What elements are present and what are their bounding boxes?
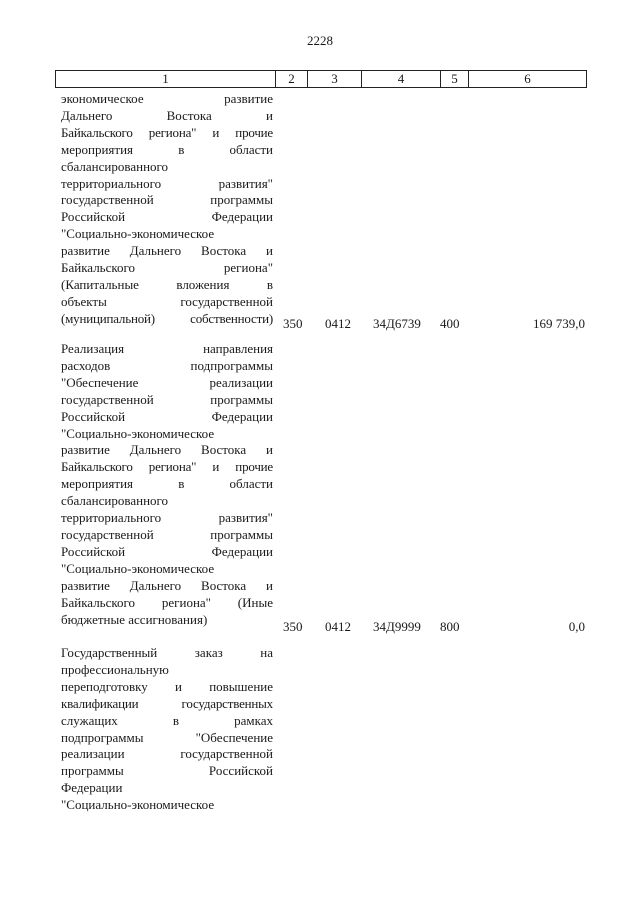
header-col-4: 4: [362, 71, 441, 87]
header-col-1: 1: [56, 71, 276, 87]
desc-line: государственной программы: [61, 526, 273, 542]
desc-line: "Социально-экономическое: [61, 425, 215, 441]
desc-line: реализации государственной: [61, 746, 273, 762]
desc-line: Байкальского региона" и прочие: [61, 459, 273, 475]
desc-line: профессиональную: [61, 661, 169, 677]
row-3-description: [61, 645, 273, 814]
desc-line: "Социально-экономическое: [61, 560, 215, 576]
desc-line: бюджетные ассигнования): [61, 611, 208, 627]
desc-line: "Обеспечение реализации: [61, 374, 273, 390]
desc-line: развитие Дальнего Востока и: [61, 442, 273, 458]
desc-line: территориального развития": [61, 510, 273, 526]
desc-line: Федерации: [61, 780, 123, 796]
row-1-col-4: 34Д6739: [373, 316, 421, 331]
header-col-6: 6: [524, 71, 531, 86]
desc-line: Российской Федерации: [61, 543, 273, 559]
desc-line: Государственный заказ на: [61, 645, 273, 660]
desc-line: "Социально-экономическое: [61, 797, 215, 813]
desc-line: "Социально-экономическое: [61, 226, 215, 242]
desc-line: государственной программы: [61, 391, 273, 407]
row-1-description: [61, 91, 273, 328]
row-2-col-5: 800: [440, 619, 460, 634]
desc-line: служащих в рамках: [61, 712, 273, 728]
header-col-5: 5: [441, 71, 469, 87]
row-2-col-3: 0412: [325, 619, 351, 634]
desc-line: подпрограммы "Обеспечение: [61, 729, 273, 745]
row-2-col-6: 0,0: [568, 619, 585, 634]
row-1-col-2: 350: [283, 316, 303, 331]
desc-line: государственной программы: [61, 192, 273, 208]
header-col-3: 3: [308, 71, 362, 87]
desc-line: (Капитальные вложения в: [61, 276, 273, 292]
desc-line: развитие Дальнего Востока и: [61, 577, 273, 593]
row-2-col-2: 350: [283, 619, 303, 634]
desc-line: Байкальского региона" (Иные: [61, 594, 273, 610]
row-1-col-6: 169 739,0: [533, 316, 585, 331]
row-2-col-4: 34Д9999: [373, 619, 421, 634]
page-number: 2228: [307, 33, 333, 48]
desc-line: сбалансированного: [61, 493, 169, 509]
row-1-col-5: 400: [440, 316, 460, 331]
desc-line: объекты государственной: [61, 293, 273, 309]
desc-line: Российской Федерации: [61, 209, 273, 225]
desc-line: мероприятия в области: [61, 476, 273, 492]
desc-line: территориального развития": [61, 175, 273, 191]
desc-line: Дальнего Востока и: [61, 107, 273, 123]
desc-line: квалификации государственных: [61, 695, 273, 711]
desc-line: экономическое развитие: [61, 91, 273, 106]
desc-line: развитие Дальнего Востока и: [61, 243, 273, 259]
table-header: [55, 70, 587, 88]
desc-line: Российской Федерации: [61, 408, 273, 424]
desc-line: расходов подпрограммы: [61, 357, 273, 373]
row-2-description: [61, 341, 273, 628]
desc-line: сбалансированного: [61, 158, 169, 174]
desc-line: Байкальского региона" и прочие: [61, 124, 273, 140]
header-col-2: 2: [276, 71, 308, 87]
desc-line: Байкальского региона": [61, 260, 273, 276]
desc-line: переподготовку и повышение: [61, 678, 273, 694]
desc-line: (муниципальной) собственности): [61, 310, 273, 326]
desc-line: программы Российской: [61, 763, 273, 779]
desc-line: Реализация направления: [61, 341, 273, 356]
desc-line: мероприятия в области: [61, 141, 273, 157]
row-1-col-3: 0412: [325, 316, 351, 331]
